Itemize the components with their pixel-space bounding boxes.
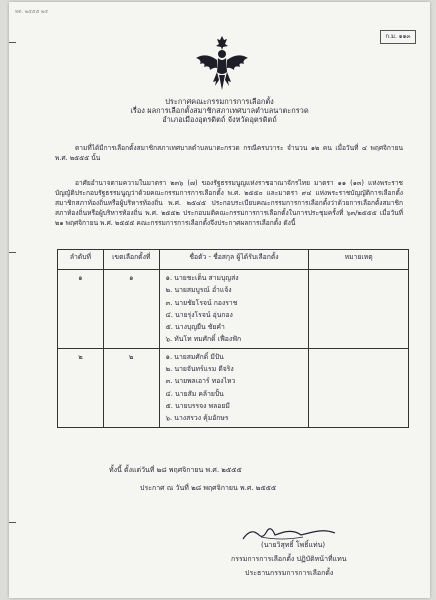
body-paragraph-2: อาศัยอำนาจตามความในมาตรา ๒๓๖ (๗) ของรัฐธรรมนูญแห่งราชอาณาจักรไทย มาตรา ๑๑ (๑๓) แห่งพระราชบัญญัติประกอบรัฐธรรมนูญว่าด้วยคณะกรรมการการเลือกตั้ง พ.ศ. ๒๕๕๐ และมาตรา ๙๔ แห่งพระราชบัญญัติการเลือกตั้งสมาชิกสภาท้องถิ่นหรือผู้บริหารท้องถิ่น พ.ศ. ๒๕๔๕ ประกอบระเบียบคณะกรรมการการเลือกตั้งว่าด้วยการเลือกตั้งสมาชิกสภาท้องถิ่นหรือผู้บริหารท้องถิ่น พ.ศ. ๒๕๕๒ ประกอบมติคณะกรรมการการเลือกตั้งในการประชุมครั้งที่ ๖๓/๒๕๕๕ เมื่อวันที่ ๒๑ พฤศจิกายน พ.ศ. ๒๕๕๕ คณะกรรมการการเลือกตั้งจึงประกาศผลการเลือกตั้ง ดังนี้ bbox=[55, 179, 403, 227]
candidate-name: ๓. นายพลเอาร์ ทองไหว bbox=[165, 377, 236, 386]
table-row bbox=[58, 348, 409, 427]
garuda-emblem-icon bbox=[194, 34, 250, 92]
candidate-name: ๒. นายสมบูรณ์ อ่ำแจ้ง bbox=[165, 286, 232, 295]
results-table bbox=[57, 249, 409, 428]
candidate-list bbox=[159, 270, 309, 349]
document-code-box: ก.ม. ๑๑๓ bbox=[380, 30, 416, 44]
edge-mark bbox=[9, 252, 16, 253]
announcement-location: อำเภอเมืองอุตรดิตถ์ จังหวัดอุตรดิตถ์ bbox=[162, 115, 277, 124]
announcement-title: ประกาศคณะกรรมการการเลือกตั้ง bbox=[165, 97, 274, 106]
row-district: ๑ bbox=[103, 270, 159, 349]
candidate-list bbox=[159, 348, 309, 427]
candidate-name: ๖. ทันโท ทมศักดิ์ เฟื่องฟัก bbox=[165, 335, 242, 344]
candidate-name: ๖. นางสรวง คุ้มอักษร bbox=[165, 414, 229, 423]
row-remark bbox=[309, 348, 409, 427]
row-district: ๒ bbox=[103, 348, 159, 427]
scan-header-text: ทต. ๒๕๕๕ ๒๕ bbox=[15, 9, 49, 15]
announcement-date: ประกาศ ณ วันที่ ๒๘ พฤศจิกายน พ.ศ. ๒๕๕๕ bbox=[140, 484, 277, 492]
header-names: ชื่อตัว - ชื่อสกุล ผู้ได้รับเลือกตั้ง bbox=[159, 250, 309, 270]
edge-mark bbox=[9, 42, 16, 43]
candidate-name: ๒. นายจันทร์แรม ดีจริง bbox=[165, 365, 234, 374]
header-district: เขตเลือกตั้งที่ bbox=[103, 250, 159, 270]
body-paragraph-1: ตามที่ได้มีการเลือกตั้งสมาชิกสภาเทศบาลตำบลนาตะกรวด กรณีครบวาระ จำนวน ๑๒ คน เมื่อวันที่ ๔ พฤศจิกายน พ.ศ. ๒๕๕๕ นั้น bbox=[55, 144, 403, 162]
candidate-name: ๔. นายสัม คล้ายปั้น bbox=[165, 389, 224, 398]
table-header-row bbox=[58, 250, 409, 270]
header-remark: หมายเหตุ bbox=[309, 250, 409, 270]
signer-title: กรรมการการเลือกตั้ง ปฏิบัติหน้าที่แทน bbox=[231, 555, 347, 563]
signer-name: (นายวิสุทธิ์ โพธิ์แท่น) bbox=[261, 541, 326, 549]
row-order: ๑ bbox=[58, 270, 104, 349]
candidate-name: ๕. นายบรรจง พลอยมี bbox=[165, 401, 230, 410]
candidate-name: ๔. นายรุ่งโรจน์ อุ่นกอง bbox=[165, 310, 233, 319]
candidate-name: ๓. นายชัยโรจน์ กองราช bbox=[165, 298, 238, 307]
document-page bbox=[9, 2, 430, 598]
header-order: ลำดับที่ bbox=[58, 250, 104, 270]
table-row bbox=[58, 270, 409, 349]
effective-date: ทั้งนี้ ตั้งแต่วันที่ ๒๘ พฤศจิกายน พ.ศ. ๒๕๕๕ bbox=[109, 466, 242, 474]
candidate-name: ๕. นางบุญยืน ชัยคำ bbox=[165, 323, 225, 332]
row-order: ๒ bbox=[58, 348, 104, 427]
edge-mark bbox=[9, 522, 16, 523]
candidate-name: ๑. นายชะเต็น สามบุญส่ง bbox=[165, 274, 239, 282]
row-remark bbox=[309, 270, 409, 349]
signer-title-2: ประธานกรรมการการเลือกตั้ง bbox=[245, 569, 334, 577]
announcement-subject: เรื่อง ผลการเลือกตั้งสมาชิกสภาเทศบาลตำบลนาตะกรวด bbox=[130, 106, 309, 115]
candidate-name: ๑. นายสมศักดิ์ มีปัน bbox=[165, 352, 224, 361]
